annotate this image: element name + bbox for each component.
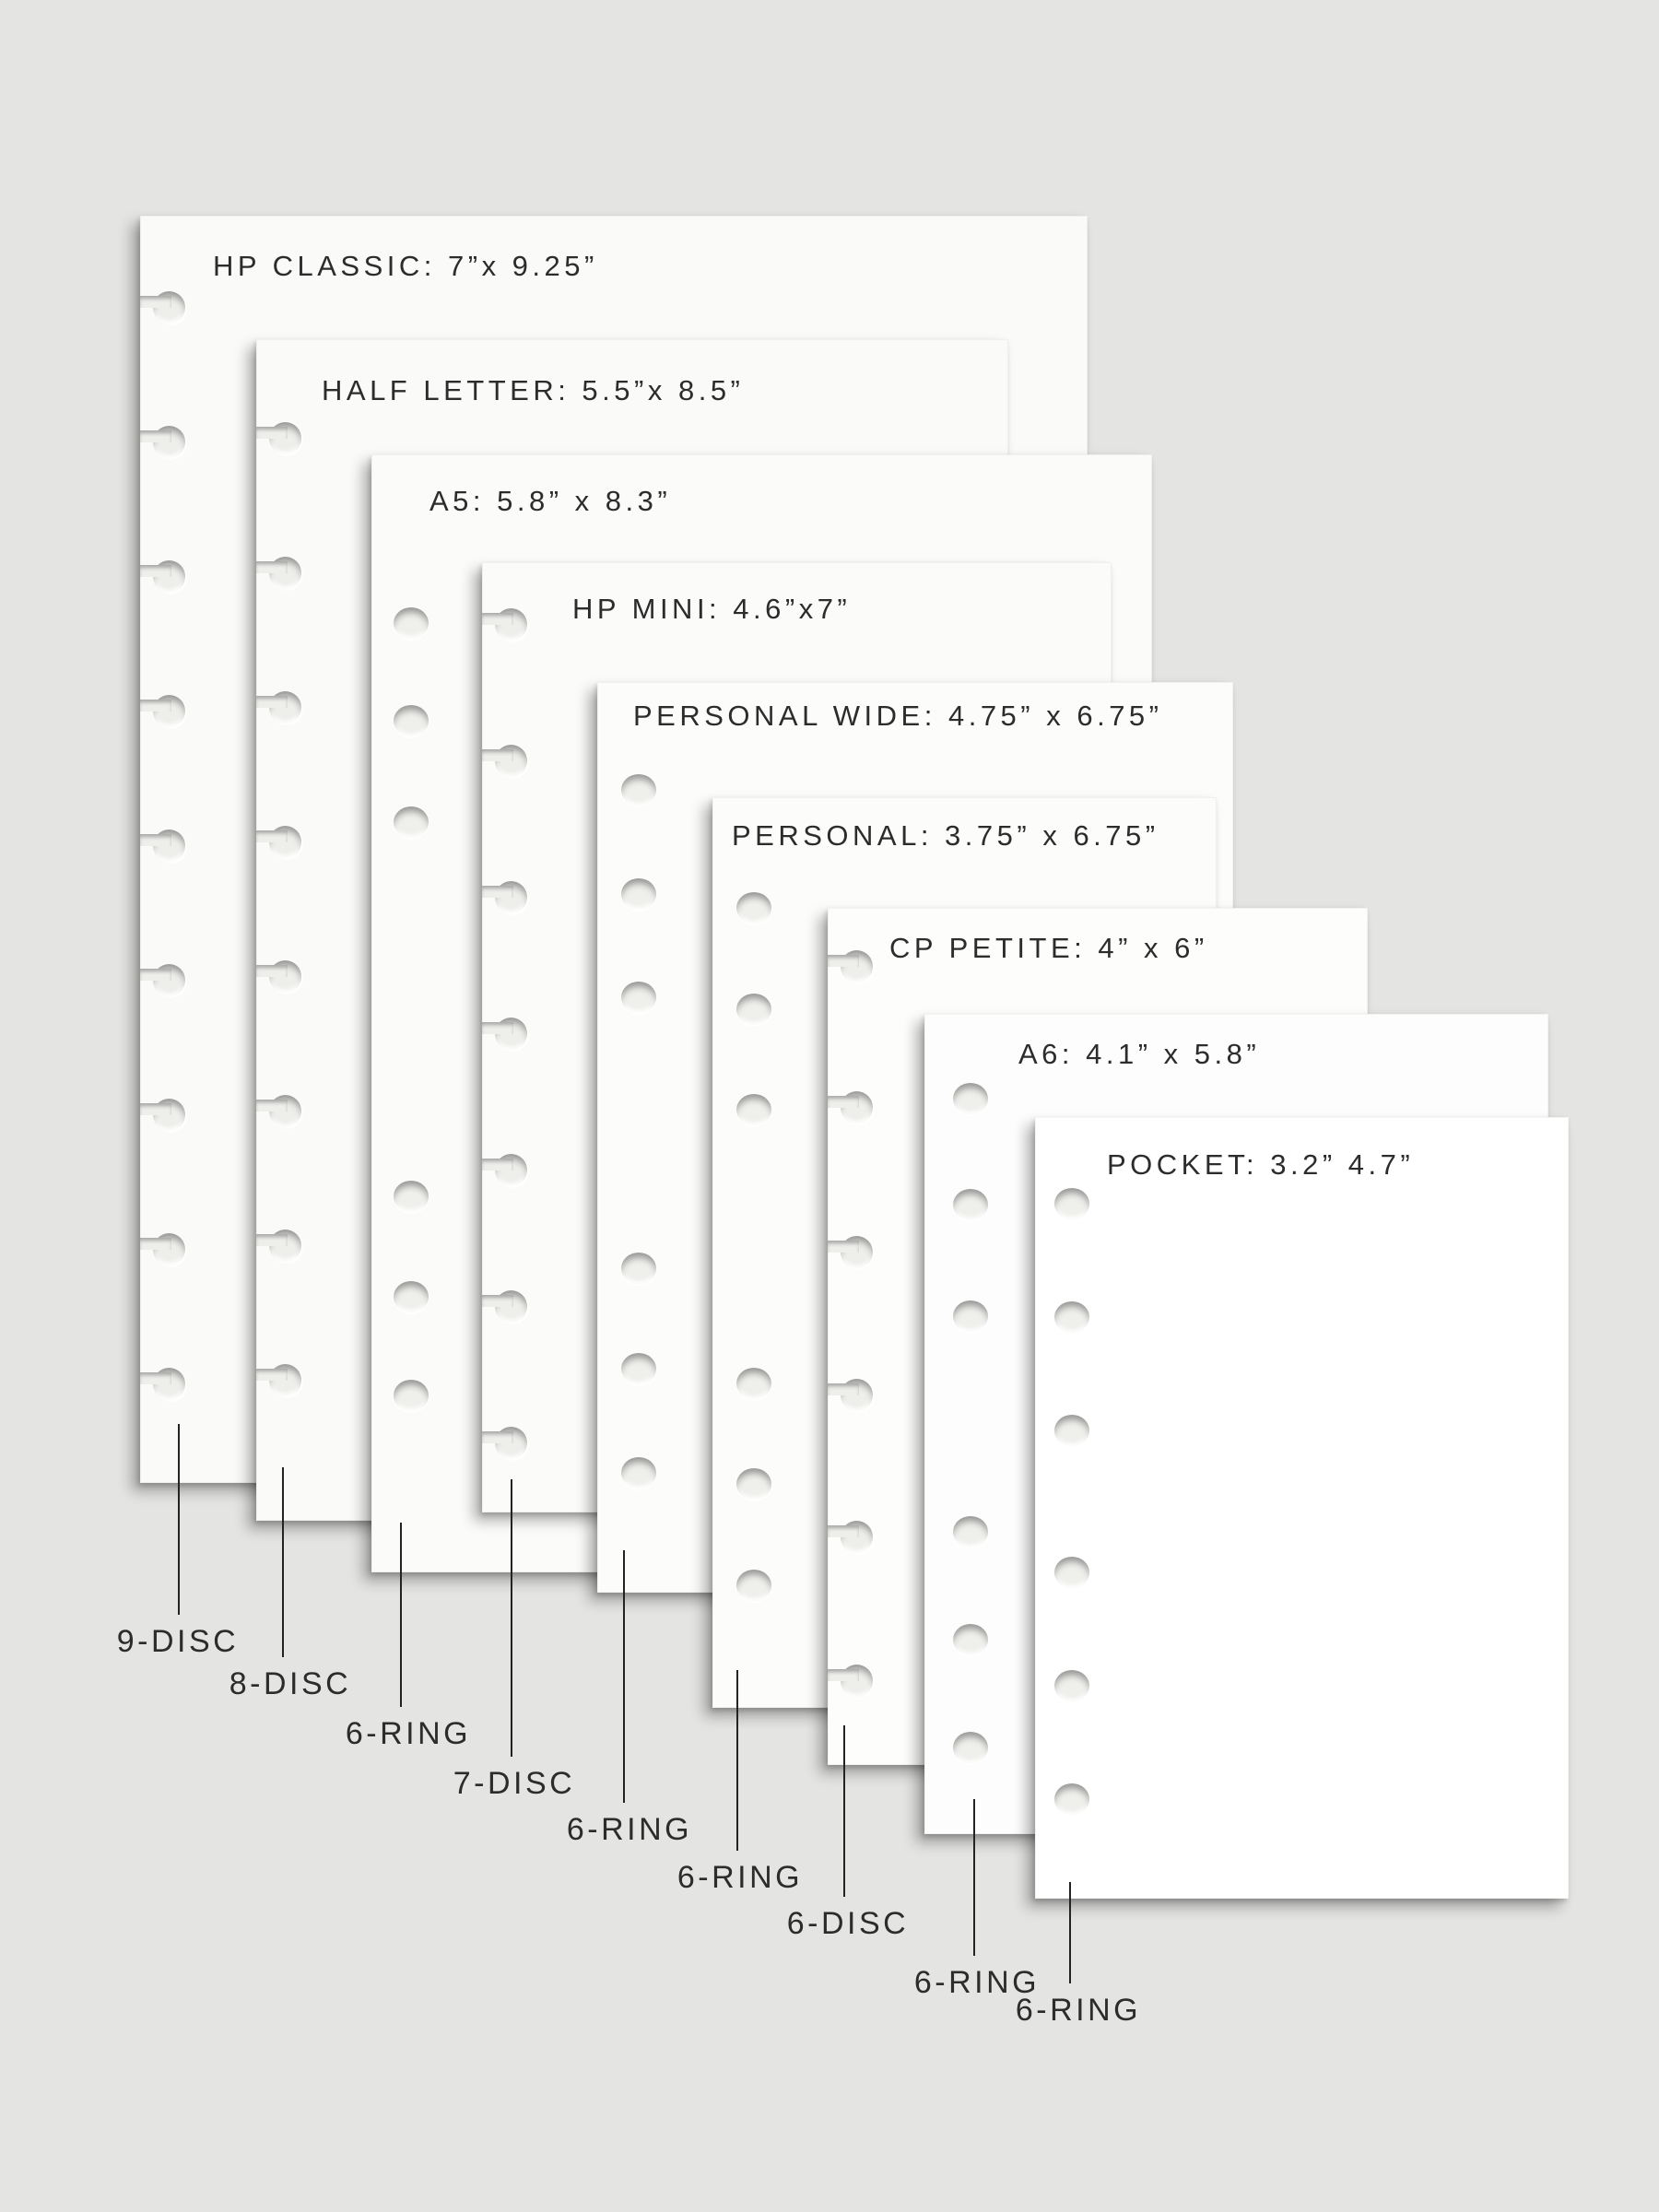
ring-hole-icon	[1054, 1415, 1089, 1446]
leader-line-personal-wide	[623, 1550, 625, 1803]
disc-slit	[482, 613, 513, 625]
ring-hole-icon	[394, 1380, 429, 1411]
disc-notch-icon	[141, 830, 185, 863]
disc-notch-icon	[141, 1368, 185, 1401]
ring-hole-icon	[953, 1083, 988, 1114]
binding-label-half-letter: 8-DISC	[229, 1666, 352, 1701]
disc-slit	[256, 696, 288, 708]
ring-hole-icon	[953, 1189, 988, 1220]
disc-notch-icon	[257, 960, 301, 994]
sheet-label-hp-classic: HP CLASSIC: 7”x 9.25”	[213, 250, 598, 282]
disc-notch-icon	[141, 291, 185, 324]
disc-slit	[140, 969, 171, 981]
disc-notch-icon	[257, 826, 301, 859]
binding-label-cp-petite: 6-DISC	[786, 1906, 910, 1941]
ring-hole-icon	[1054, 1783, 1089, 1815]
disc-slit	[482, 749, 513, 761]
binding-label-a6: 6-RING	[913, 1965, 1041, 2000]
sheet-label-hp-mini: HP MINI: 4.6”x7”	[572, 593, 852, 625]
disc-notch-icon	[829, 1236, 873, 1269]
ring-hole-icon	[1054, 1557, 1089, 1588]
binding-label-hp-mini: 7-DISC	[453, 1766, 576, 1801]
disc-notch-icon	[257, 422, 301, 455]
disc-slit	[828, 955, 859, 967]
disc-slit	[140, 1238, 171, 1250]
disc-slit	[140, 834, 171, 846]
disc-notch-icon	[257, 691, 301, 724]
disc-slit	[256, 427, 288, 439]
leader-line-hp-mini	[511, 1479, 512, 1757]
disc-notch-icon	[829, 1665, 873, 1698]
leader-line-hp-classic	[178, 1424, 180, 1615]
binding-label-personal-wide: 6-RING	[566, 1812, 693, 1847]
disc-slit	[256, 965, 288, 977]
ring-hole-icon	[953, 1624, 988, 1655]
binding-label-personal: 6-RING	[677, 1860, 804, 1895]
sheet-label-personal-wide: PERSONAL WIDE: 4.75” x 6.75”	[633, 700, 1163, 732]
disc-slit	[140, 430, 171, 442]
ring-hole-icon	[953, 1516, 988, 1547]
ring-hole-icon	[953, 1300, 988, 1332]
disc-notch-icon	[483, 881, 527, 914]
disc-notch-icon	[829, 950, 873, 983]
leader-line-pocket	[1069, 1882, 1071, 1983]
ring-hole-icon	[394, 806, 429, 838]
ring-hole-icon	[953, 1732, 988, 1763]
ring-hole-icon	[621, 878, 656, 910]
disc-notch-icon	[141, 1233, 185, 1266]
disc-slit	[828, 1669, 859, 1681]
disc-slit	[828, 1241, 859, 1253]
disc-slit	[140, 1372, 171, 1384]
disc-notch-icon	[257, 557, 301, 590]
disc-slit	[482, 1159, 513, 1171]
disc-notch-icon	[141, 426, 185, 459]
leader-line-half-letter	[282, 1467, 284, 1657]
ring-hole-icon	[621, 1253, 656, 1284]
disc-slit	[256, 1234, 288, 1246]
disc-slit	[256, 561, 288, 573]
disc-notch-icon	[829, 1091, 873, 1124]
ring-hole-icon	[736, 1468, 771, 1500]
disc-slit	[140, 1103, 171, 1115]
ring-hole-icon	[394, 705, 429, 736]
ring-hole-icon	[621, 1353, 656, 1384]
sheet-label-half-letter: HALF LETTER: 5.5”x 8.5”	[322, 374, 745, 406]
disc-slit	[828, 1525, 859, 1537]
disc-notch-icon	[483, 1290, 527, 1324]
ring-hole-icon	[736, 994, 771, 1025]
disc-slit	[482, 1295, 513, 1307]
disc-notch-icon	[483, 745, 527, 778]
disc-slit	[828, 1383, 859, 1395]
disc-slit	[828, 1096, 859, 1108]
disc-slit	[256, 1100, 288, 1112]
disc-notch-icon	[141, 560, 185, 594]
disc-notch-icon	[483, 1154, 527, 1187]
disc-slit	[482, 886, 513, 898]
disc-notch-icon	[483, 608, 527, 641]
leader-line-cp-petite	[843, 1725, 845, 1897]
disc-slit	[256, 830, 288, 842]
disc-notch-icon	[257, 1095, 301, 1128]
disc-slit	[482, 1431, 513, 1443]
ring-hole-icon	[736, 892, 771, 924]
disc-notch-icon	[483, 1427, 527, 1460]
disc-notch-icon	[141, 695, 185, 728]
disc-notch-icon	[829, 1521, 873, 1554]
disc-slit	[256, 1369, 288, 1381]
sheet-pocket	[1035, 1117, 1569, 1899]
ring-hole-icon	[1054, 1670, 1089, 1701]
disc-slit	[140, 565, 171, 577]
ring-hole-icon	[621, 774, 656, 806]
binding-label-a5: 6-RING	[345, 1716, 472, 1751]
disc-notch-icon	[483, 1018, 527, 1051]
disc-slit	[482, 1022, 513, 1034]
sheet-label-a5: A5: 5.8” x 8.3”	[429, 485, 672, 517]
sheet-label-a6: A6: 4.1” x 5.8”	[1018, 1038, 1261, 1070]
ring-hole-icon	[621, 982, 656, 1013]
ring-hole-icon	[1054, 1301, 1089, 1333]
binding-label-pocket: 6-RING	[1015, 1993, 1142, 2028]
disc-slit	[140, 700, 171, 712]
disc-notch-icon	[141, 964, 185, 997]
leader-line-personal	[736, 1670, 738, 1851]
sheet-label-cp-petite: CP PETITE: 4” x 6”	[889, 932, 1208, 964]
ring-hole-icon	[736, 1094, 771, 1125]
leader-line-a6	[973, 1799, 975, 1956]
leader-line-a5	[400, 1523, 402, 1707]
disc-notch-icon	[257, 1230, 301, 1263]
sheet-label-personal: PERSONAL: 3.75” x 6.75”	[732, 819, 1159, 852]
ring-hole-icon	[394, 1181, 429, 1212]
disc-slit	[140, 296, 171, 308]
disc-notch-icon	[829, 1379, 873, 1412]
sheet-label-pocket: POCKET: 3.2” 4.7”	[1107, 1148, 1415, 1181]
ring-hole-icon	[736, 1570, 771, 1601]
disc-notch-icon	[257, 1364, 301, 1397]
ring-hole-icon	[736, 1368, 771, 1399]
binding-label-hp-classic: 9-DISC	[116, 1624, 240, 1659]
ring-hole-icon	[394, 1281, 429, 1312]
disc-notch-icon	[141, 1099, 185, 1132]
ring-hole-icon	[394, 607, 429, 639]
ring-hole-icon	[621, 1457, 656, 1488]
ring-hole-icon	[1054, 1188, 1089, 1219]
